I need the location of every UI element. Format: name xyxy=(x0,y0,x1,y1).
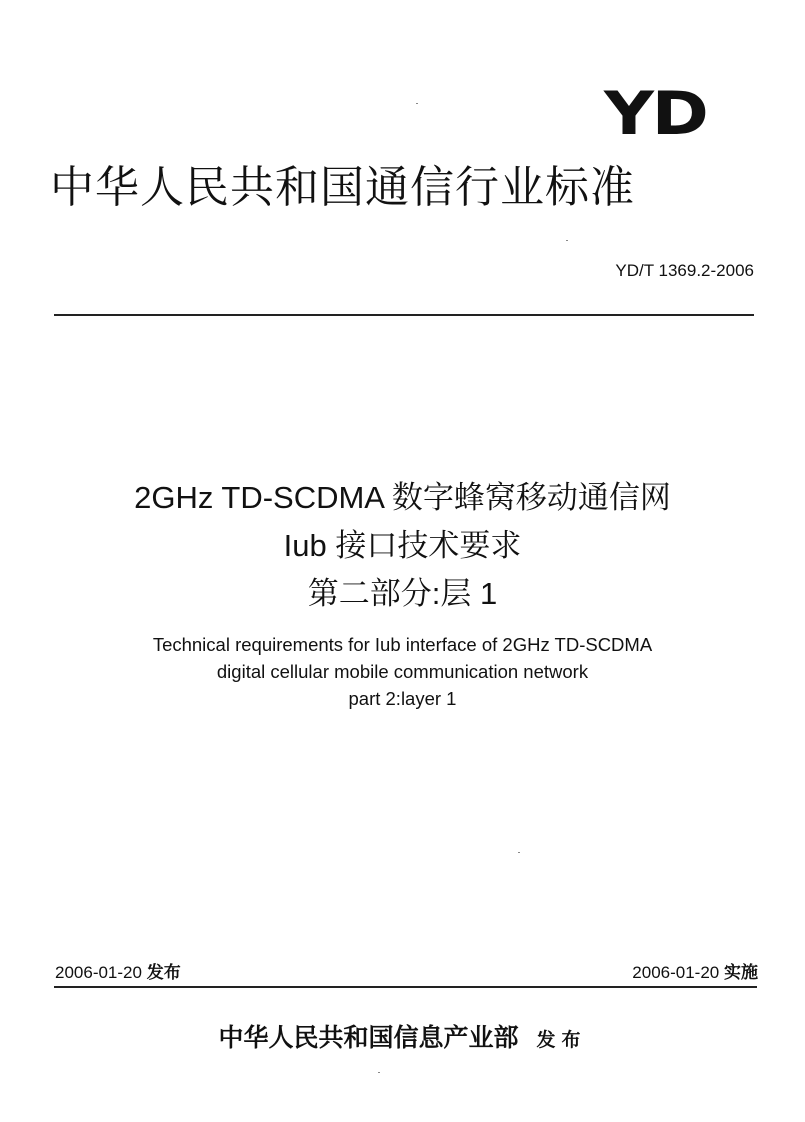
scan-speck xyxy=(416,103,418,104)
header-title: 中华人民共和国通信行业标准 xyxy=(50,162,635,213)
title-zh-line-2: Iub 接口技术要求 xyxy=(283,528,522,563)
title-zh-line-1: 2GHz TD-SCDMA 数字蜂窝移动通信网 xyxy=(134,480,671,515)
effective-label: 实施 xyxy=(724,963,758,982)
scan-speck xyxy=(566,240,568,241)
issue-date: 2006-01-20 xyxy=(55,963,142,982)
yd-logo: YD xyxy=(604,79,707,149)
title-en-line-1: Technical requirements for Iub interface of 2GHz TD-SCDMA xyxy=(152,634,653,655)
standard-number: YD/T 1369.2-2006 xyxy=(615,261,754,280)
title-zh-line-3: 第二部分:层 1 xyxy=(307,576,498,611)
scan-speck xyxy=(518,852,520,853)
scan-speck xyxy=(378,1072,380,1073)
effective-date-block xyxy=(632,962,758,984)
bottom-divider xyxy=(54,986,757,988)
title-en-line-2: digital cellular mobile communication network xyxy=(216,661,589,682)
effective-date: 2006-01-20 xyxy=(632,963,720,982)
publisher-action: 发布 xyxy=(536,1029,587,1051)
issue-label: 发布 xyxy=(146,963,181,982)
title-en-line-3: part 2:layer 1 xyxy=(348,688,457,709)
top-divider xyxy=(54,314,754,316)
publisher-name: 中华人民共和国信息产业部 xyxy=(218,1023,519,1052)
publisher-line xyxy=(0,1021,805,1057)
issue-date-block xyxy=(55,962,181,984)
